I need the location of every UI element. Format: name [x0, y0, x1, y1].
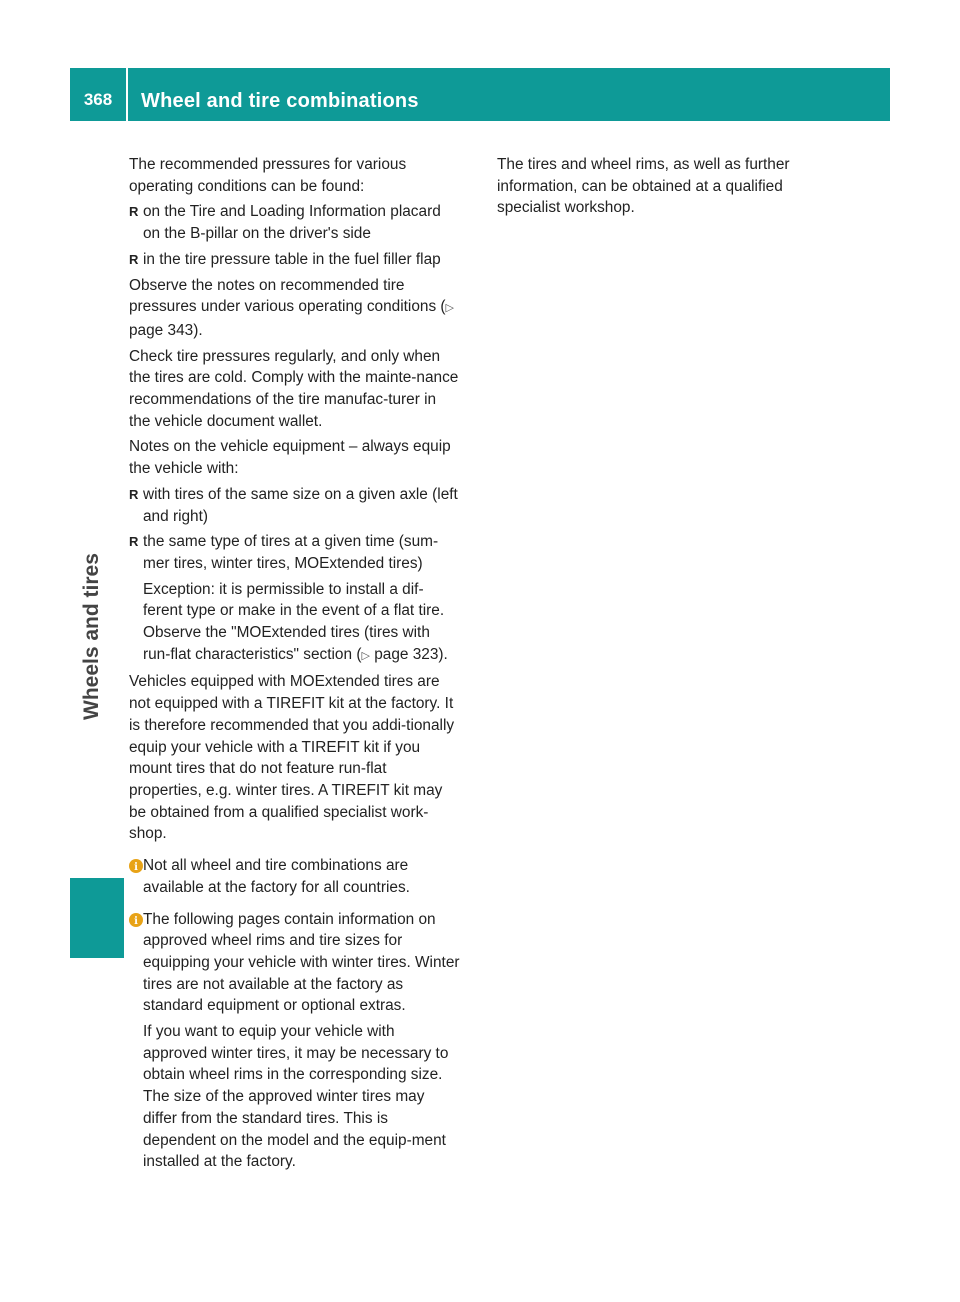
info-icon	[129, 913, 143, 927]
list-item	[129, 201, 461, 244]
left-column	[129, 154, 461, 1177]
info-note-text: The following pages contain information on approved wheel rims and tire sizes for equipping your vehicle with winter tires. Winter tires are not available at the factory as standard equipment or optional extras.	[143, 910, 460, 1015]
side-chapter-marker	[70, 878, 124, 958]
page-ref-arrow-icon: ▷	[361, 649, 370, 662]
bullet-icon: R	[129, 486, 139, 502]
info-note-continuation: If you want to equip your vehicle with approved winter tires, it may be necessary to obtain wheel rims in the corresponding size. The size of the approved winter tires may differ from the standard tires. This is dependent on the model and the equip-ment installed at the factory.	[143, 1023, 449, 1171]
list-item-text: on the Tire and Loading Information placard on the B-pillar on the driver's side	[143, 203, 441, 243]
bullet-icon: R	[129, 204, 139, 220]
notes-text: Observe the notes on recommended tire pressures under various operating conditions	[129, 276, 437, 316]
right-column	[497, 154, 827, 223]
list-item	[129, 531, 461, 574]
header-divider	[126, 68, 128, 121]
list-item-text: in the tire pressure table in the fuel filler flap	[143, 250, 441, 268]
check-pressure-paragraph: Check tire pressures regularly, and only when the tires are cold. Comply with the mainte-nance recommendations of the tire manufac-turer in the vehicle document wallet.	[129, 347, 459, 430]
exception-text: Exception: it is permissible to install a dif-ferent type or make in the event of a flat tire. Observe the "MOExtended tires (tires with run-flat characteristics" section	[143, 580, 445, 663]
moextended-paragraph: Vehicles equipped with MOExtended tires are not equipped with a TIREFIT kit at the factory. It is therefore recommended that you addi-tionally equip your vehicle with a TIREFIT kit if you mount tires that do not feature run-flat properties, e.g. winter tires. A TIREFIT kit may be obtained from a qualified specialist work-shop.	[129, 673, 455, 843]
info-icon	[129, 859, 143, 873]
info-note	[129, 909, 461, 1018]
list-item-text: the same type of tires at a given time (sum-mer tires, winter tires, MOExtended tires)	[143, 533, 439, 572]
section-title: Wheel and tire combinations	[141, 90, 419, 112]
bullet-icon: R	[129, 251, 139, 267]
side-chapter-label: Wheels and tires	[80, 553, 103, 720]
info-note-text: Not all wheel and tire combinations are available at the factory for all countries.	[143, 857, 410, 896]
page-reference-link[interactable]: page 323).	[374, 645, 448, 663]
svg-text:i: i	[134, 915, 138, 927]
notes-paragraph: Observe the notes on recommended tire pressures under various operating conditions (▷ page 343).	[129, 276, 455, 339]
svg-text:i: i	[134, 862, 138, 874]
page-ref-arrow-icon: ▷	[445, 302, 455, 315]
equipment-paragraph: Notes on the vehicle equipment – always equip the vehicle with:	[129, 438, 451, 478]
page-reference-link[interactable]: page 343).	[129, 321, 203, 339]
intro-paragraph: The recommended pressures for various operating conditions can be found:	[129, 156, 407, 195]
exception-paragraph: Exception: it is permissible to install a dif-ferent type or make in the event of a flat tire. Observe the "MOExtended tires (tires with run-flat characteristics" section (▷ page 323).	[143, 580, 448, 663]
bullet-icon: R	[129, 534, 139, 550]
page-number: 368	[83, 90, 113, 109]
list-item	[129, 249, 461, 271]
info-note	[129, 855, 461, 898]
workshop-paragraph: The tires and wheel rims, as well as further information, can be obtained at a qualified specialist workshop.	[497, 156, 790, 217]
list-item-text: with tires of the same size on a given axle (left and right)	[143, 485, 458, 525]
list-item	[129, 484, 461, 527]
